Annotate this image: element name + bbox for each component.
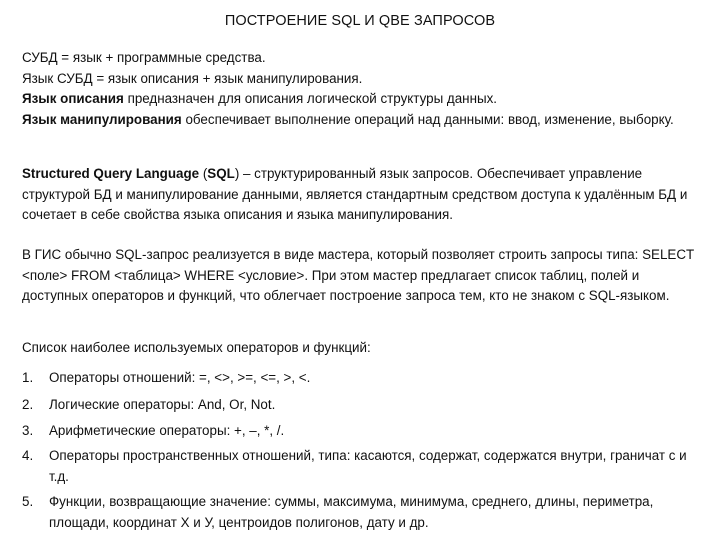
term-manipulation-language: Язык манипулирования	[22, 111, 182, 127]
list-item	[22, 492, 702, 533]
list-item-text: Операторы пространственных отношений, типа: касаются, содержат, содержатся внутри, граничат с и т.д.	[49, 448, 687, 484]
term-description-language: Язык описания	[22, 91, 124, 106]
list-item-number: 5.	[22, 494, 34, 509]
sql-definition-paragraph	[22, 164, 702, 226]
gis-paragraph: В ГИС обычно SQL-запрос реализуется в виде мастера, который позволяет строить запросы типа: SELECT <поле> FROM <таблица> WHERE <условие>. При этом мастер предлагает список таблиц, полей и доступных операторов и функций, что облегчает построение запроса тем, кто не знаком с SQL-языком.	[22, 247, 694, 303]
list-item-number: 4.	[22, 448, 34, 463]
list-item-number: 2.	[22, 397, 34, 412]
intro-line-4	[22, 110, 702, 131]
list-item	[22, 395, 702, 416]
list-item	[22, 421, 702, 442]
intro-line-2: Язык СУБД = язык описания + язык манипулирования.	[22, 70, 363, 86]
list-item-text: Функции, возвращающие значение: суммы, максимума, минимума, среднего, длины, периметра, площади, координат X и У, центроидов полигонов, дату и др.	[49, 494, 654, 530]
sql-paren-open: (	[199, 166, 208, 181]
list-intro: Список наиболее используемых операторов и функций:	[22, 340, 371, 355]
term-sql-full: Structured Query Language	[22, 166, 200, 181]
list-item	[22, 446, 702, 487]
list-item-text: Логические операторы: And, Or, Not.	[49, 397, 276, 412]
intro-line-4-text: обеспечивает выполнение операций над данными: ввод, изменение, выборку.	[181, 111, 674, 127]
list-item-text: Арифметические операторы: +, –, *, /.	[49, 423, 285, 438]
page-title: ПОСТРОЕНИЕ SQL И QBE ЗАПРОСОВ	[224, 13, 496, 29]
list-item-number: 1.	[22, 370, 34, 385]
intro-line-3-text: предназначен для описания логической структуры данных.	[123, 91, 498, 106]
list-item-text: Операторы отношений: =, <>, >=, <=, >, <.	[49, 370, 311, 385]
intro-line-1: СУБД = язык + программные средства.	[22, 50, 266, 65]
sql-definition-text	[22, 164, 702, 226]
intro-line-3	[22, 89, 702, 110]
sql-definition-rest: ) – структурированный язык запросов. Обеспечивает управление структурой БД и манипулирование данными, является стандартным средством доступа к удалённым БД и сочетает в себе свойства языка описания и языка манипулирования.	[22, 166, 688, 222]
list-item-number: 3.	[22, 423, 34, 438]
intro-block	[22, 48, 702, 130]
list-item	[22, 368, 702, 389]
term-sql-abbr: SQL	[207, 166, 235, 181]
